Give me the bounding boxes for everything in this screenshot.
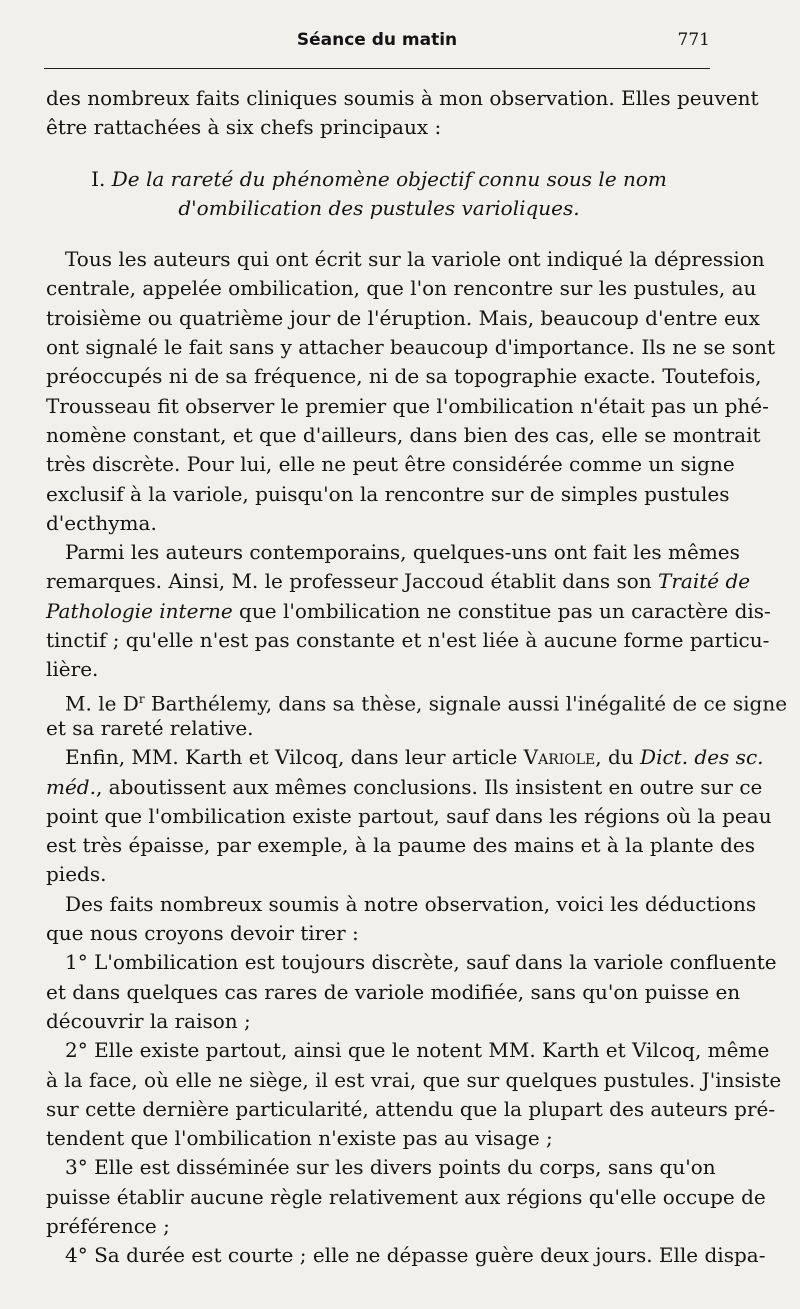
list-item — [46, 1241, 766, 1270]
text-line: 2° Elle existe partout, ainsi que le notent MM. Karth et Vilcoq, même — [65, 1038, 770, 1063]
text-line — [46, 773, 763, 802]
section-title: d'ombilication des pustules varioliques. — [178, 195, 580, 220]
text-line: Trousseau fit observer le premier que l'ombilication n'était pas un phé- — [46, 393, 769, 418]
text-line: préoccupés ni de sa fréquence, ni de sa topographie exacte. Toutefois, — [46, 364, 762, 389]
text-line: est très épaisse, par exemple, à la paume des mains et à la plante des — [46, 833, 755, 858]
text-line: Des faits nombreux soumis à notre observation, voici les déductions — [65, 891, 757, 916]
text-line: pieds. — [46, 862, 107, 887]
running-header — [44, 30, 710, 56]
text-span: Barthélemy, dans sa thèse, signale aussi l'inégalité de ce signe — [144, 691, 788, 716]
paragraph — [46, 538, 771, 684]
header-rule — [44, 68, 710, 69]
text-line: des nombreux faits cliniques soumis à mon observation. Elles peuvent — [46, 86, 759, 110]
text-line — [46, 685, 788, 716]
text-line: 4° Sa durée est courte ; elle ne dépasse guère deux jours. Elle dispa- — [65, 1243, 766, 1268]
section-heading-line — [46, 194, 712, 223]
text-line: que nous croyons devoir tirer : — [46, 921, 359, 946]
section-heading — [46, 165, 712, 224]
book-title: Traité de — [658, 569, 751, 594]
text-line: point que l'ombilication existe partout, sauf dans les régions où la peau — [46, 803, 772, 828]
text-line: puisse établir aucune règle relativement aux régions qu'elle occupe de — [46, 1184, 766, 1209]
text-line: sur cette dernière particularité, attendu que la plupart des auteurs pré- — [46, 1096, 776, 1121]
text-line: troisième ou quatrième jour de l'éruption. Mais, beaucoup d'entre eux — [46, 305, 760, 330]
text-span: que l'ombilication ne constitue pas un caractère dis- — [232, 598, 771, 623]
section-heading-line — [46, 165, 712, 194]
text-line — [46, 597, 771, 626]
paragraph — [46, 685, 788, 744]
text-line: ont signalé le fait sans y attacher beaucoup d'importance. Ils ne se sont — [46, 335, 776, 360]
text-line: d'ecthyma. — [46, 510, 157, 535]
text-line: tendent que l'ombilication n'existe pas au visage ; — [46, 1126, 553, 1151]
section-title: De la rareté du phénomène objectif connu sous le nom — [111, 166, 667, 191]
list-item — [46, 1153, 766, 1241]
running-title: Séance du matin — [296, 30, 458, 50]
text-line: à la face, où elle ne siège, il est vrai, que sur quelques pustules. J'insiste — [46, 1067, 782, 1092]
text-line: 1° L'ombilication est toujours discrète, sauf dans la variole confluente — [65, 950, 777, 975]
text-line: centrale, appelée ombilication, que l'on rencontre sur les pustules, au — [46, 276, 757, 301]
book-title: Dict. des sc. — [640, 745, 764, 770]
paragraph — [46, 743, 772, 889]
text-line — [46, 567, 751, 596]
text-line: Tous les auteurs qui ont écrit sur la variole ont indiqué la dépression — [65, 247, 765, 272]
paragraph — [46, 245, 776, 538]
list-item — [46, 1036, 782, 1153]
book-title: Pathologie interne — [46, 598, 233, 623]
body-text — [46, 84, 788, 1271]
text-line: tinctif ; qu'elle n'est pas constante et n'est liée à aucune forme particu- — [46, 628, 770, 653]
text-span: , du — [595, 745, 641, 770]
text-line — [46, 743, 764, 772]
text-line: et sa rareté relative. — [46, 715, 254, 740]
text-line: nomène constant, et que d'ailleurs, dans bien des cas, elle se montrait — [46, 422, 761, 447]
text-line: découvrir la raison ; — [46, 1008, 251, 1033]
list-item — [46, 948, 777, 1036]
text-line: Parmi les auteurs contemporains, quelques-uns ont fait les mêmes — [65, 540, 740, 565]
page-number: 771 — [677, 30, 710, 50]
section-number: I. — [91, 166, 106, 191]
paragraph — [46, 890, 757, 949]
text-span: remarques. Ainsi, M. le professeur Jaccoud établit dans son — [46, 569, 659, 594]
book-title: méd. — [46, 774, 96, 799]
text-span: , aboutissent aux mêmes conclusions. Ils insistent en outre sur ce — [95, 774, 763, 799]
text-span: M. le D — [65, 691, 139, 716]
text-line: et dans quelques cas rares de variole modifiée, sans qu'on puisse en — [46, 979, 741, 1004]
article-title: Variole — [523, 745, 596, 770]
text-span: Enfin, MM. Karth et Vilcoq, dans leur article — [65, 745, 524, 770]
superscript: r — [138, 691, 145, 706]
text-line: 3° Elle est disséminée sur les divers points du corps, sans qu'on — [65, 1155, 716, 1180]
text-line: préférence ; — [46, 1213, 170, 1238]
text-line: exclusif à la variole, puisqu'on la rencontre sur de simples pustules — [46, 481, 730, 506]
text-line: être rattachées à six chefs principaux : — [46, 115, 442, 140]
text-line: lière. — [46, 657, 99, 682]
text-line: très discrète. Pour lui, elle ne peut être considérée comme un signe — [46, 452, 735, 477]
